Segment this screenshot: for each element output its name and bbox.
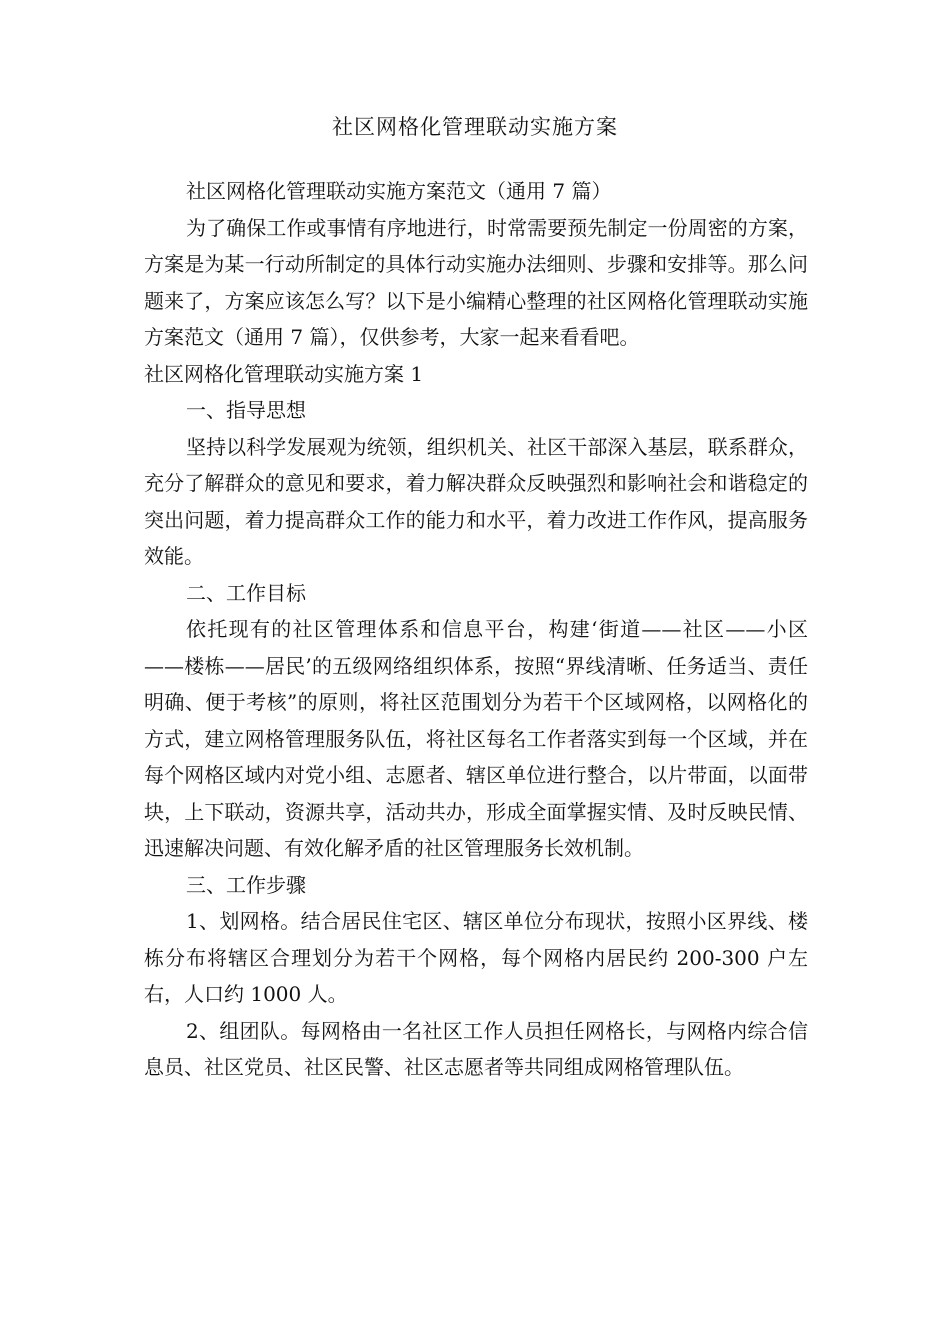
heading-work-steps: 三、工作步骤 (186, 872, 306, 897)
step-2-paragraph: 2、组团队。每网格由一名社区工作人员担任网格长，与网格内综合信息员、社区党员、社区民警、社区志愿者等共同组成网格管理队伍。 (144, 1018, 808, 1079)
subtitle-paragraph: 社区网格化管理联动实施方案范文（通用 7 篇） (186, 179, 612, 203)
document-title: 社区网格化管理联动实施方案 (332, 115, 618, 139)
step-1-paragraph: 1、划网格。结合居民住宅区、辖区单位分布现状，按照小区界线、楼栋分布将辖区合理划分为若干个网格，每个网格内居民约 200-300 户左右，人口约 1000 人。 (144, 909, 808, 1006)
document-body (144, 173, 808, 1086)
heading-guiding-ideology: 一、指导思想 (186, 398, 306, 422)
heading-work-goals: 二、工作目标 (186, 580, 306, 605)
section-heading-plan-1: 社区网格化管理联动实施方案 1 (144, 361, 424, 386)
work-goals-paragraph: 依托现有的社区管理体系和信息平台，构建‘街道——社区——小区——楼栋——居民’的五级网络组织体系，按照“界线清晰、任务适当、责任明确、便于考核”的原则，将社区范围划分为若干个区域网格，以网格化的方式，建立网格管理服务队伍，将社区每名工作者落实到每一个区域，并在每个网格区域内对党小组、志愿者、辖区单位进行整合，以片带面，以面带块，上下联动，资源共享，活动共办，形成全面掌握实情、及时反映民情、迅速解决问题、有效化解矛盾的社区管理服务长效机制。 (144, 617, 808, 860)
guiding-ideology-paragraph: 坚持以科学发展观为统领，组织机关、社区干部深入基层，联系群众，充分了解群众的意见和要求，着力解决群众反映强烈和影响社会和谐稳定的突出问题，着力提高群众工作的能力和水平，着力改进工作作风，提高服务效能。 (144, 434, 808, 568)
intro-paragraph: 为了确保工作或事情有序地进行，时常需要预先制定一份周密的方案，方案是为某一行动所制定的具体行动实施办法细则、步骤和安排等。那么问题来了，方案应该怎么写？以下是小编精心整理的社区网格化管理联动实施方案范文（通用 7 篇），仅供参考，大家一起来看看吧。 (144, 215, 808, 349)
